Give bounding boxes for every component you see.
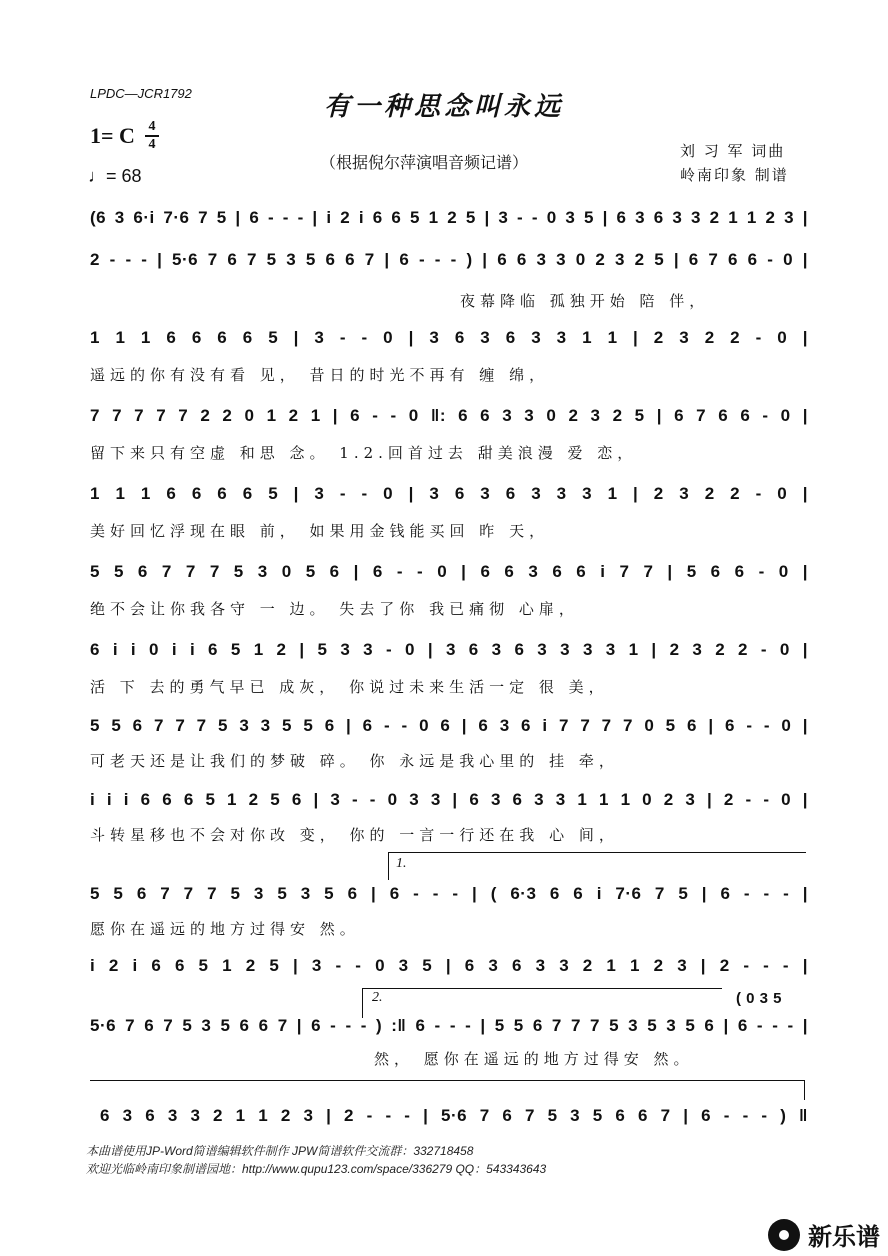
notation-line-8: 5 5 6 7 7 7 5 3 3 5 5 6 | 6 - - 0 6 | 6 3 6 i 7 7 7 7 0 5 6 | 6 - - 0 | — [90, 716, 808, 735]
lyrics-line-4: 留下来只有空虚 和思 念。 1.2.回首过去 甜美浪漫 爱 恋， — [90, 444, 638, 462]
vinyl-record-icon — [768, 1219, 800, 1251]
score-code: LPDC—JCR1792 — [90, 86, 192, 101]
notation-line-3: 1 1 1 6 6 6 6 5 | 3 - - 0 | 3 6 3 6 3 3 1 1 | 2 3 2 2 - 0 | — [90, 328, 808, 347]
notation-line-6: 5 5 6 7 7 7 5 3 0 5 6 | 6 - - 0 | 6 6 3 6 6 i 7 7 | 5 6 6 - 0 | — [90, 562, 808, 581]
notation-line-2: 2 - - - | 5·6 7 6 7 5 3 5 6 6 7 | 6 - - - ) | 6 6 3 3 0 2 3 2 5 | 6 7 6 6 - 0 | — [90, 250, 808, 269]
notation-line-4: 7 7 7 7 7 2 2 0 1 2 1 | 6 - - 0 ‖: 6 6 3 3 0 2 3 2 5 | 6 7 6 6 - 0 | — [90, 406, 808, 425]
volta-1-bracket — [388, 852, 806, 853]
notation-line-10: 5 5 6 7 7 7 5 3 5 3 5 6 | 6 - - - | ( 6·3 6 6 i 7·6 7 5 | 6 - - - | — [90, 884, 808, 903]
logo-text: 新乐谱 — [808, 1223, 880, 1251]
pickup-notes: ( 0 3 5 — [736, 990, 783, 1007]
notation-line-1: (6 3 6·i 7·6 7 5 | 6 - - - | i 2 i 6 6 5 1 2 5 | 3 - - 0 3 5 | 6 3 6 3 3 2 1 1 2 3 | — [90, 208, 808, 227]
notation-line-13: 6 3 6 3 3 2 1 1 2 3 | 2 - - - | 5·6 7 6 7 5 3 5 6 6 7 | 6 - - - ) ‖ — [100, 1106, 808, 1125]
notation-line-7: 6 i i 0 i i 6 5 1 2 | 5 3 3 - 0 | 3 6 3 6 3 3 3 3 1 | 2 3 2 2 - 0 | — [90, 640, 808, 659]
final-line-edge — [804, 1080, 805, 1100]
volta-1-label: 1. — [396, 856, 407, 871]
volta-1-edge — [388, 852, 389, 880]
lyrics-line-8: 可老天还是让我们的梦破 碎。 你 永远是我心里的 挂 牵， — [90, 752, 619, 770]
page-subtitle: （根据倪尔萍演唱音频记谱） — [320, 153, 529, 172]
notation-line-12: 5·6 7 6 7 5 3 5 6 6 7 | 6 - - - ) :‖ 6 - - - | 5 5 6 7 7 7 5 3 5 3 5 6 | 6 - - - | — [90, 1016, 808, 1035]
volta-2-label: 2. — [372, 990, 383, 1005]
lyrics-line-2: 夜幕降临 孤独开始 陪 伴， — [460, 292, 710, 310]
credit-arranger: 岭南印象 制谱 — [680, 166, 789, 184]
notation-line-11: i 2 i 6 6 5 1 2 5 | 3 - - 0 3 5 | 6 3 6 3 3 2 1 1 2 3 | 2 - - - | — [90, 956, 808, 975]
key-and-time — [90, 120, 159, 152]
volta-2-edge — [362, 988, 363, 1018]
lyrics-line-12: 然， 愿你在遥远的地方过得安 然。 — [374, 1050, 694, 1068]
key-signature: 1= C — [90, 123, 135, 148]
lyrics-line-5: 美好回忆浮现在眼 前， 如果用金钱能买回 昨 天， — [90, 522, 550, 540]
tempo-marking: ♩= 68 — [88, 166, 142, 186]
notation-line-5: 1 1 1 6 6 6 6 5 | 3 - - 0 | 3 6 3 6 3 3 3 1 | 2 3 2 2 - 0 | — [90, 484, 808, 503]
lyrics-line-7: 活 下 去的勇气早已 成灰， 你说过未来生活一定 很 美， — [90, 678, 609, 696]
volta-2-bracket — [362, 988, 722, 989]
time-signature: $\frac{4}{4}$ — [145, 120, 159, 152]
notation-line-9: i i i 6 6 6 5 1 2 5 6 | 3 - - 0 3 3 | 6 3 6 3 3 1 1 1 0 2 3 | 2 - - 0 | — [90, 790, 808, 809]
footer-line-1: 本曲谱使用JP-Word简谱编辑软件制作 JPW简谱软件交流群：332718458 — [86, 1144, 474, 1158]
lyrics-line-9: 斗转星移也不会对你改 变， 你的 一言一行还在我 心 间， — [90, 826, 619, 844]
lyrics-line-6: 绝不会让你我各守 一 边。 失去了你 我已痛彻 心扉， — [90, 600, 579, 618]
final-line-bracket — [90, 1080, 804, 1081]
lyrics-line-10: 愿你在遥远的地方过得安 然。 — [90, 920, 360, 938]
site-logo — [768, 1217, 880, 1252]
lyrics-line-3: 遥远的你有没有看 见， 昔日的时光不再有 缠 绵， — [90, 366, 550, 384]
credit-lyricist: 刘 习 军 词曲 — [680, 142, 786, 160]
page-title: 有一种思念叫永远 — [323, 92, 564, 122]
footer-line-2: 欢迎光临岭南印象制谱园地：http://www.qupu123.com/space/336279 QQ：543343643 — [86, 1162, 547, 1176]
